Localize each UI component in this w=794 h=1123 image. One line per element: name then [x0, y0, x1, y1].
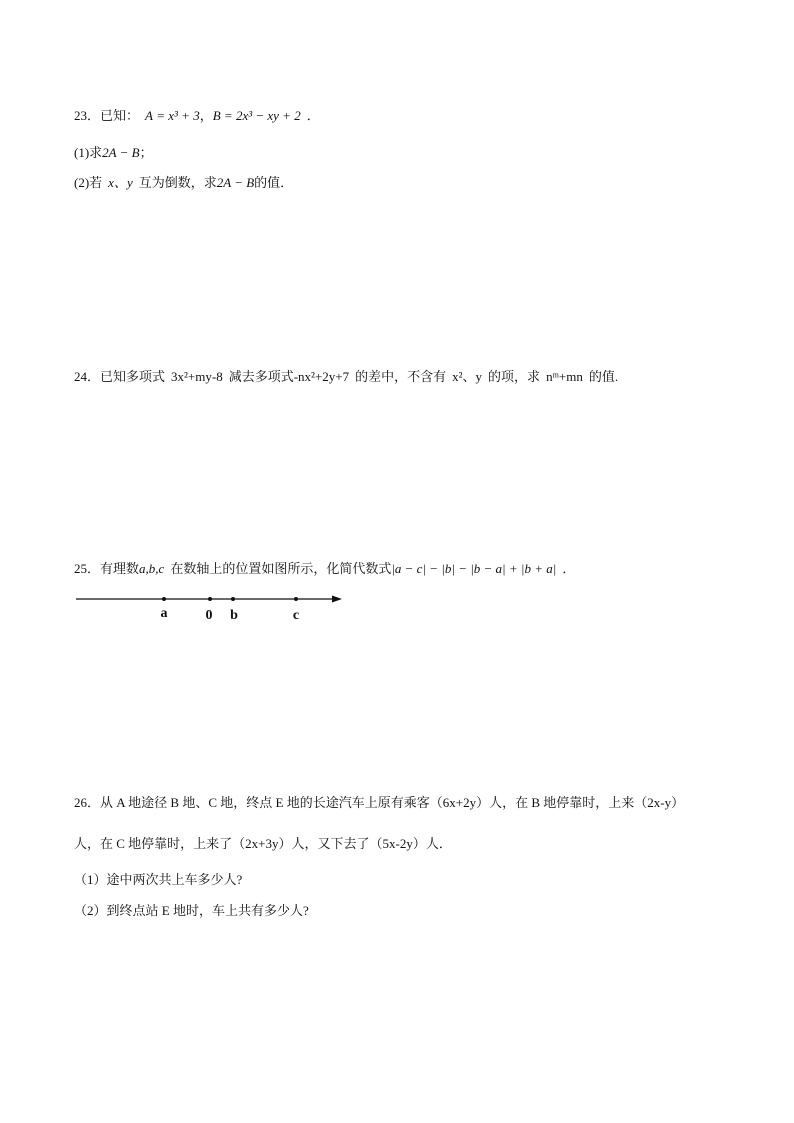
- q23-a-expr: = x³ + 3: [156, 108, 200, 123]
- q26-line2: [74, 836, 452, 852]
- q23-sep: ，: [199, 108, 213, 123]
- q24-poly1: 3x²+my-8: [171, 369, 223, 384]
- q24-poly2: -nx²+2y+7: [293, 369, 350, 384]
- point-c-label: c: [292, 608, 300, 622]
- q26-line2-c: ）人．: [412, 836, 452, 851]
- q25-expr: |a − c| − |b| − |b − a| + |b + a|: [391, 561, 557, 576]
- q23-b-expr: = 2x³ − xy + 2: [223, 108, 301, 123]
- q26-line1: [74, 795, 684, 811]
- number-line-svg: [74, 588, 346, 622]
- q26-line1-v2: 2x-y: [647, 795, 672, 810]
- number-line: [74, 588, 346, 622]
- q23-part1-expr: 2A − B: [102, 145, 140, 160]
- q23-b-label: B: [212, 108, 221, 123]
- q25-end: ．: [562, 561, 576, 576]
- point-c-dot: [294, 597, 298, 601]
- q24-text-e: 的项，求: [488, 369, 541, 384]
- q26-part2: [74, 903, 309, 919]
- point-0-dot: [208, 597, 212, 601]
- axis-arrow: [332, 596, 342, 603]
- q24-term2: y: [475, 369, 483, 384]
- q25-number: 25．: [74, 561, 101, 576]
- q23-part2-mid: 互为倒数，求: [138, 175, 217, 190]
- q24-term1: x²: [452, 369, 463, 384]
- q23-end: ．: [306, 108, 320, 123]
- q25-vars: a,b,c: [139, 561, 165, 576]
- point-b-label: b: [230, 608, 238, 622]
- q26-line1-a: 从 A 地途径 B 地、C 地，终点 E 地的长途汽车上原有乘客（: [100, 795, 443, 810]
- point-b-dot: [231, 597, 235, 601]
- q25-line: [74, 561, 575, 577]
- q23-part1-prefix: (1)求: [74, 145, 103, 160]
- q26-line1-v1: 6x+2y: [442, 795, 477, 810]
- q23-part2-end: 的值．: [254, 175, 294, 190]
- point-0-label: 0: [205, 608, 213, 622]
- q23-part2-prefix: (2)若: [74, 175, 103, 190]
- q23-part2-expr: 2A − B: [216, 175, 255, 190]
- q23-part1-end: ；: [139, 145, 153, 160]
- q24-text-f: 的值.: [588, 369, 619, 384]
- point-a-label: a: [160, 606, 168, 621]
- q23-number: 23．: [74, 108, 101, 123]
- q26-part1: [74, 872, 242, 888]
- point-a-dot: [162, 597, 166, 601]
- q26-line1-b: ）人，在 B 地停靠时，上来（: [476, 795, 648, 810]
- q26-line2-b: ）人，又下去了（: [278, 836, 383, 851]
- q24-text-a: 已知多项式: [100, 369, 166, 384]
- q23-part2: [74, 175, 293, 191]
- q23-intro: 已知：: [100, 108, 140, 123]
- q26-number: 26．: [74, 795, 101, 810]
- q26-line2-a: 人，在 C 地停靠时，上来了（: [74, 836, 246, 851]
- q24-text-c: 的差中，不含有: [355, 369, 447, 384]
- q26-line2-v2: 5x-2y: [382, 836, 413, 851]
- q24-text-b: 减去多项式: [228, 369, 294, 384]
- q23-part1: [74, 145, 153, 161]
- q24-line: [74, 369, 618, 385]
- q24-number: 24．: [74, 369, 101, 384]
- q23-a-label: A: [145, 108, 153, 123]
- q26-part1-text: （1）途中两次共上车多少人?: [74, 872, 243, 887]
- q23-line: [74, 108, 320, 124]
- q26-part2-text: （2）到终点站 E 地时，车上共有多少人?: [74, 903, 309, 918]
- q26-line2-v1: 2x+3y: [245, 836, 279, 851]
- q24-target: nᵐ+mn: [546, 369, 583, 384]
- q26-line1-c: ）: [671, 795, 685, 810]
- q24-text-d: 、: [462, 369, 476, 384]
- q23-part2-vars: x、y: [108, 175, 133, 190]
- q25-text-a: 有理数: [100, 561, 140, 576]
- q25-text-b: 在数轴上的位置如图所示，化简代数式: [170, 561, 392, 576]
